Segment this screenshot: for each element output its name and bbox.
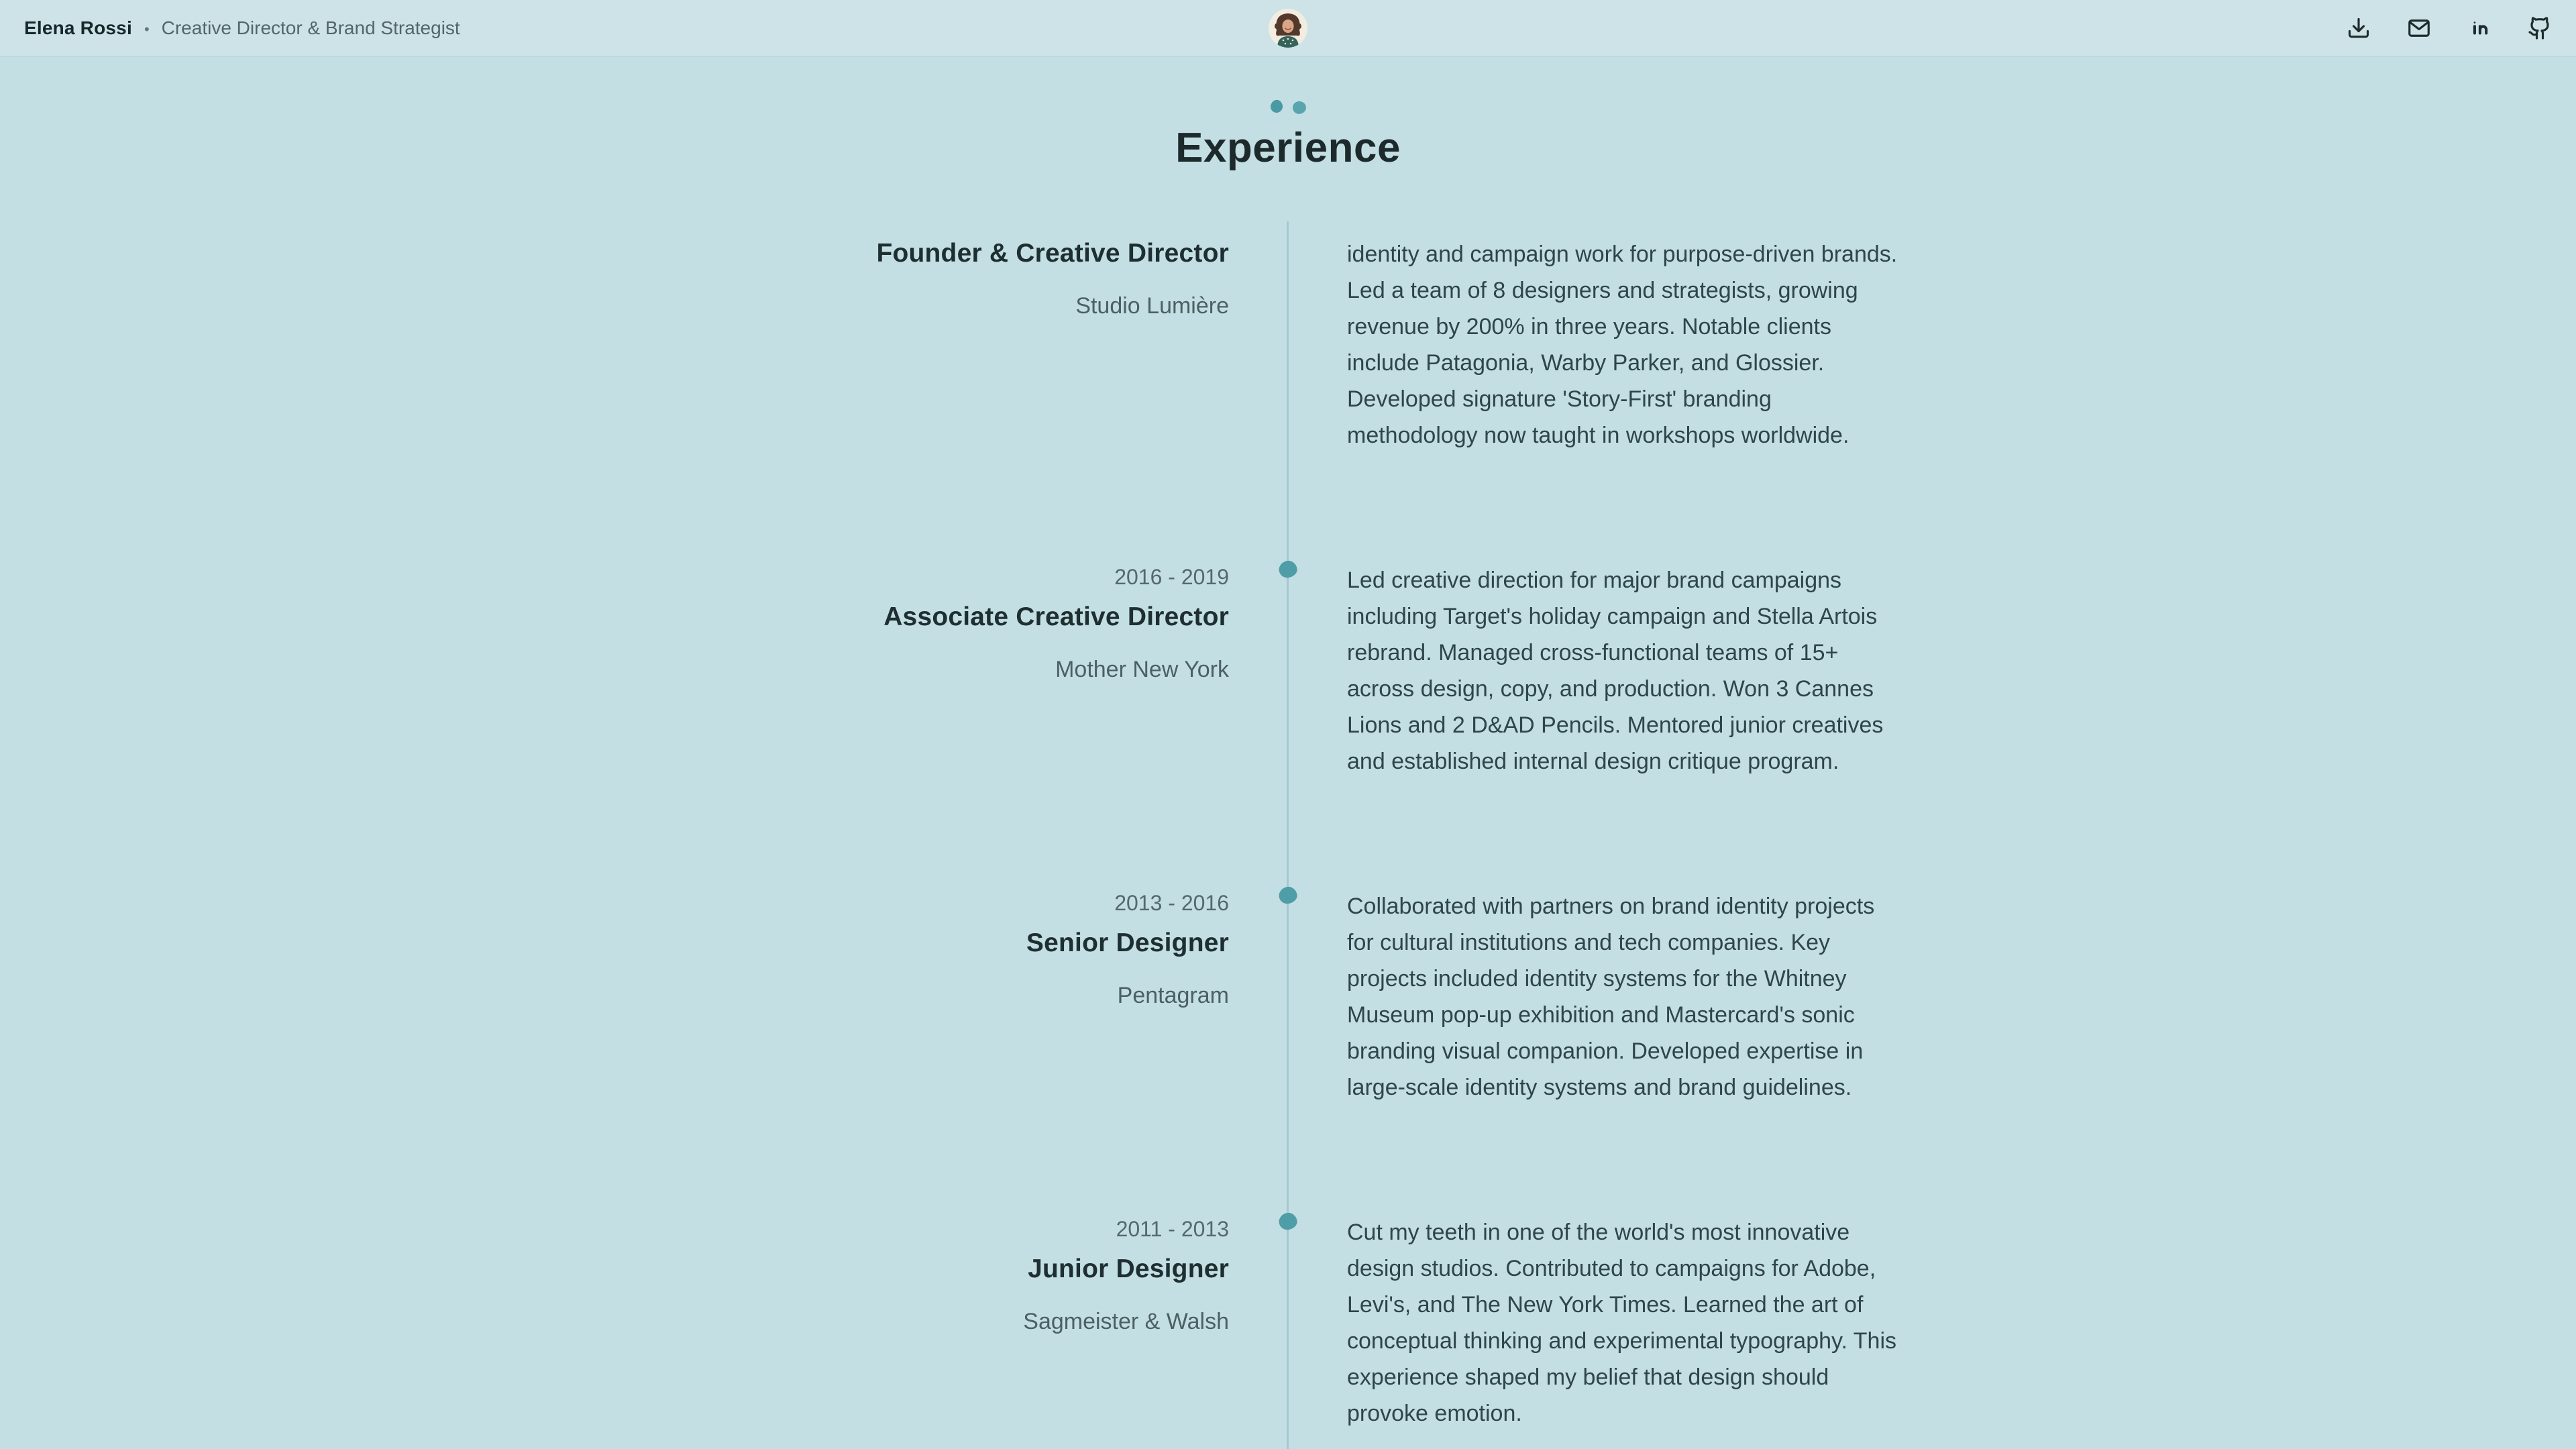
page-title: Experience: [1175, 125, 1401, 171]
experience-section: [0, 100, 2576, 1449]
download-icon: [2347, 16, 2371, 40]
section-accent-dots: [0, 100, 2576, 114]
header-actions: [2347, 16, 2552, 40]
entry-date: 2016 - 2019: [1114, 565, 1229, 589]
entry-meta: [0, 236, 1229, 453]
entry-title: Associate Creative Director: [883, 602, 1229, 631]
entry-meta: [0, 1214, 1229, 1432]
entry-body: [1347, 888, 1905, 1106]
download-button[interactable]: [2347, 16, 2371, 40]
entry-description: Collaborated with partners on brand identity projects for cultural institutions and tech companies. Key projects included identity systems for the Whitney Museum pop-up exhibition and Mastercard's sonic branding visual companion. Developed expertise in large-scale identity systems and brand guidelines.: [1347, 894, 1875, 1100]
entry-timeline-cell: [1229, 562, 1347, 780]
linkedin-button[interactable]: [2467, 16, 2491, 40]
entry-title: Junior Designer: [1028, 1254, 1229, 1283]
entry-company: Pentagram: [1117, 983, 1229, 1008]
entry-body: [1347, 1214, 1905, 1432]
user-role: Creative Director & Brand Strategist: [161, 17, 460, 38]
entry-body: [1347, 562, 1905, 780]
entry-date: 2013 - 2016: [1114, 891, 1229, 915]
identity: [24, 17, 460, 39]
entry-timeline-cell: [1229, 1214, 1347, 1432]
github-icon: [2528, 16, 2552, 40]
mail-icon: [2407, 16, 2431, 40]
experience-entry: [0, 562, 2576, 780]
timeline-dot-icon: [1278, 1212, 1298, 1231]
header: [0, 0, 2576, 57]
entry-company: Studio Lumière: [1075, 293, 1229, 319]
entry-timeline-cell: [1229, 236, 1347, 453]
entry-title: Senior Designer: [1026, 928, 1229, 957]
entry-company: Sagmeister & Walsh: [1023, 1309, 1229, 1334]
mail-button[interactable]: [2407, 16, 2431, 40]
experience-entry: [0, 1214, 2576, 1432]
experience-timeline: [0, 221, 2576, 1449]
entry-company: Mother New York: [1055, 657, 1229, 682]
entry-title: Founder & Creative Director: [876, 239, 1229, 268]
separator-dot: •: [144, 21, 150, 38]
entry-meta: [0, 888, 1229, 1106]
avatar-illustration: [1269, 9, 1307, 48]
experience-entry: [0, 236, 2576, 453]
entry-description: Led creative direction for major brand campaigns including Target's holiday campaign and Stella Artois rebrand. Managed cross-functional teams of 15+ across design, copy, and production. Won 3 Cannes Lions and 2 D&AD Pencils. Mentored junior creatives and established internal design critique program.: [1347, 568, 1884, 774]
experience-entry: [0, 888, 2576, 1106]
accent-dot-icon: [1292, 101, 1307, 115]
entry-meta: [0, 562, 1229, 780]
entry-description: identity and campaign work for purpose-driven brands. Led a team of 8 designers and strategists, growing revenue by 200% in three years. Notable clients include Patagonia, Warby Parker, and Glossier. Developed signature 'Story-First' branding methodology now taught in workshops worldwide.: [1347, 241, 1898, 448]
entry-timeline-cell: [1229, 888, 1347, 1106]
timeline-dot-icon: [1278, 559, 1298, 579]
avatar[interactable]: [1269, 9, 1307, 48]
github-button[interactable]: [2528, 16, 2552, 40]
entry-description: Cut my teeth in one of the world's most innovative design studios. Contributed to campaigns for Adobe, Levi's, and The New York Times. Learned the art of conceptual thinking and experimental typography. This experience shaped my belief that design should provoke emotion.: [1347, 1220, 1897, 1426]
timeline-dot-icon: [1278, 885, 1298, 905]
linkedin-icon: [2467, 16, 2491, 40]
entry-body: [1347, 236, 1905, 453]
user-name: Elena Rossi: [24, 17, 132, 38]
accent-dot-icon: [1269, 99, 1283, 114]
entry-date: 2011 - 2013: [1116, 1217, 1229, 1241]
